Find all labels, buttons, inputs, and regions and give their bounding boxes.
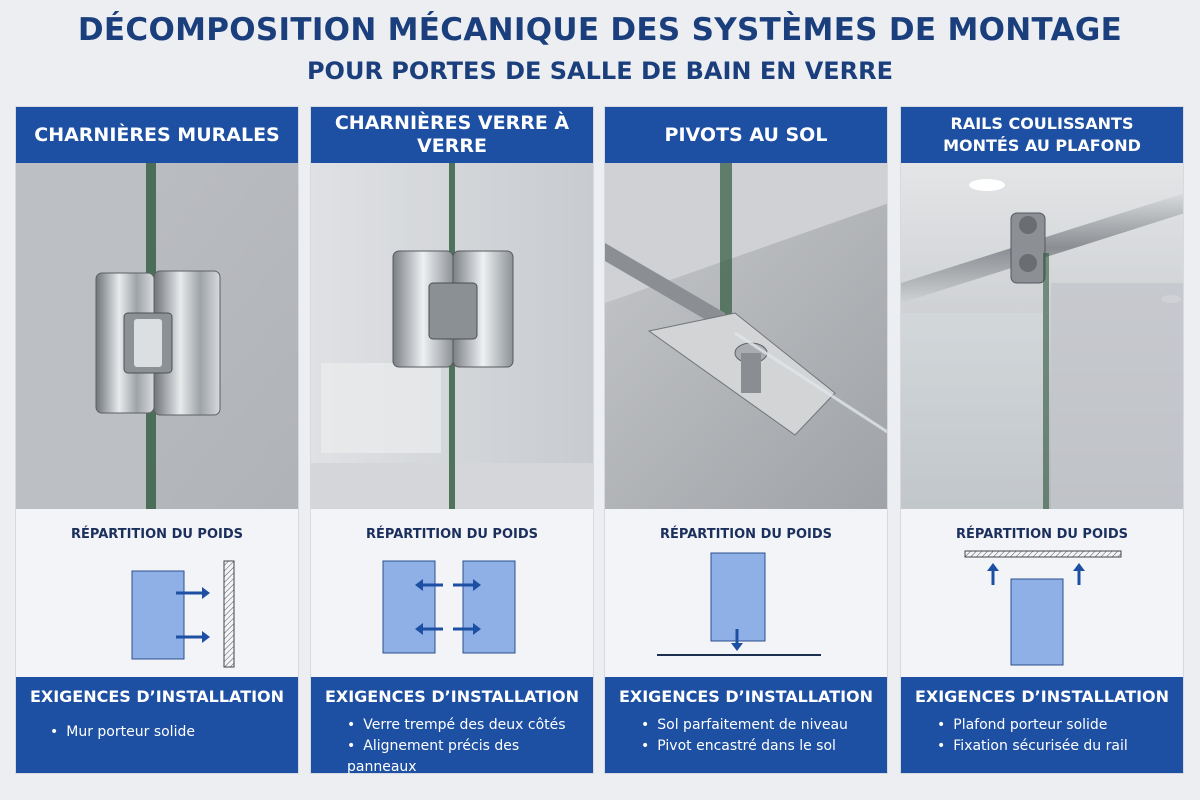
glass-panel-shape [383, 561, 435, 653]
install-title: EXIGENCES D’INSTALLATION [29, 687, 285, 706]
weight-diagram [311, 547, 595, 677]
install-title: EXIGENCES D’INSTALLATION [914, 687, 1170, 706]
weight-distribution-title: RÉPARTITION DU POIDS [955, 527, 1129, 542]
page-title: DÉCOMPOSITION MÉCANIQUE DES SYSTÈMES DE MONTAGE [77, 12, 1123, 48]
installation-requirements [605, 677, 887, 773]
panel-floor-pivots [604, 106, 888, 774]
panel-wall-hinges [15, 106, 299, 774]
requirement-item: • Mur porteur solide [50, 722, 298, 743]
panel-title: CHARNIÈRES VERRE À VERRE [311, 107, 593, 163]
glass-hinge-photo [311, 163, 593, 509]
weight-diagram [901, 547, 1185, 677]
weight-diagram [16, 547, 300, 677]
requirement-item: • Verre trempé des deux côtés [347, 715, 593, 736]
installation-requirements [901, 677, 1183, 773]
glass-panel-shape [1011, 579, 1063, 665]
header [0, 0, 1200, 105]
panel-title: PIVOTS AU SOL [605, 107, 887, 163]
requirement-item: • Fixation sécurisée du rail [937, 736, 1183, 757]
requirement-item: • Alignement précis des panneaux [347, 736, 593, 778]
installation-requirements [311, 677, 593, 773]
load-arrow [987, 563, 999, 571]
install-title: EXIGENCES D’INSTALLATION [618, 687, 874, 706]
load-arrow [1073, 563, 1085, 571]
panel-ceiling-sliding-rails [900, 106, 1184, 774]
weight-diagram [605, 547, 889, 677]
panel-title-line1: RAILS COULISSANTS [950, 114, 1134, 133]
weight-distribution-title: RÉPARTITION DU POIDS [365, 527, 539, 542]
requirement-item: • Pivot encastré dans le sol [641, 736, 887, 757]
wall-shape [224, 561, 234, 667]
panel-title: CHARNIÈRES MURALES [16, 107, 298, 163]
requirement-item: • Plafond porteur solide [937, 715, 1183, 736]
page-subtitle: POUR PORTES DE SALLE DE BAIN EN VERRE [306, 57, 894, 85]
load-arrow [731, 643, 743, 651]
panel-glass-to-glass-hinges [310, 106, 594, 774]
panel-title [901, 107, 1183, 163]
wall-hinge-photo [16, 163, 298, 509]
ceiling-rail-photo [901, 163, 1183, 509]
glass-panel-shape [132, 571, 184, 659]
ceiling-shape [965, 551, 1121, 557]
weight-distribution-title: RÉPARTITION DU POIDS [70, 527, 244, 542]
install-title: EXIGENCES D’INSTALLATION [324, 687, 580, 706]
requirement-item: • Sol parfaitement de niveau [641, 715, 887, 736]
panel-title-line2: MONTÉS AU PLAFOND [943, 136, 1141, 155]
floor-pivot-photo [605, 163, 887, 509]
installation-requirements [16, 677, 298, 773]
weight-distribution-title: RÉPARTITION DU POIDS [659, 527, 833, 542]
glass-panel-shape [463, 561, 515, 653]
glass-panel-shape [711, 553, 765, 641]
